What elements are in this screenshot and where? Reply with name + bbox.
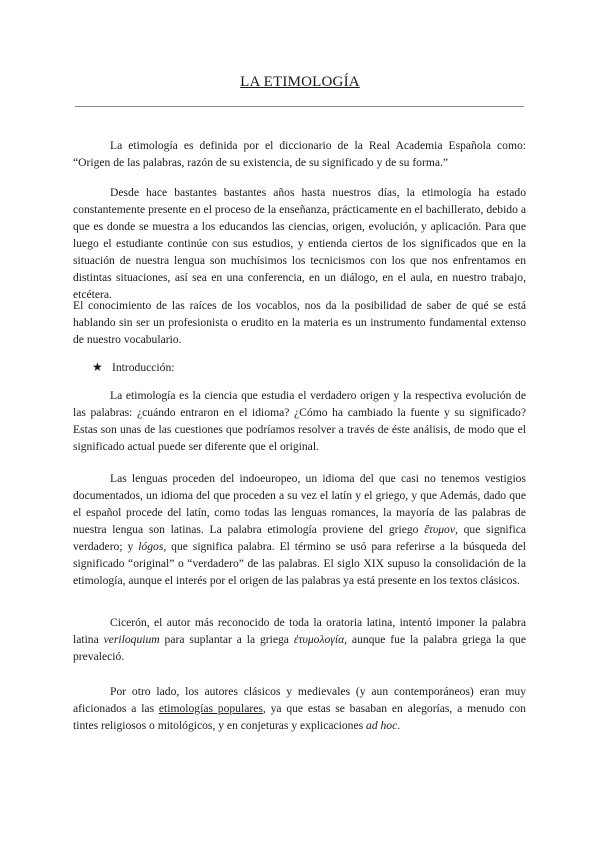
bullet-introduccion — [92, 359, 174, 376]
greek-word-logos: lógos, — [138, 540, 167, 553]
text-segment: . — [397, 719, 401, 732]
text-segment: que significa palabra. El término se usó para referirse a la búsqueda del significado “original” o “verdadero” de las palabras. El siglo XIX supuso la consolidación de la etimología, aunque el interés por el origen de las palabras ya está presente en los textos clásicos. — [73, 540, 526, 587]
text-segment: que significa verdadero; y — [73, 523, 527, 553]
paragraph-ciceron — [73, 614, 526, 665]
star-icon: ★ — [92, 360, 103, 374]
paragraph-science: La etimología es la ciencia que estudia el verdadero origen y la respectiva evolución de las palabras: ¿cuándo entraron en el idioma? ¿Cómo ha cambiado la fuente y su significado? Estas son unas de las cuestiones que podríamos resolver a través de éste análisis, de modo que el significado actual puede ser diferente que el original. — [73, 389, 526, 453]
paragraph-indoeuropean — [73, 470, 526, 589]
bullet-label: Introducción: — [112, 361, 175, 374]
text-segment: Cicerón, el autor más reconocido de toda la oratoria latina, intentó imponer la palabra latina — [73, 616, 526, 646]
paragraph-roots: El conocimiento de las raíces de los vocablos, nos da la posibilidad de saber de qué se está hablando sin ser un profesionista o erudito en la materia es un instrumento fundamental extenso de nuestro vocabulario. — [73, 299, 526, 346]
text-segment: para suplantar a la griega — [159, 633, 294, 646]
latin-word-veriloquium: veriloquium — [103, 633, 160, 646]
text-segment: , ya que estas se basaban en alegorías, a menudo con tintes religiosos o mitológicos, y en conjeturas y explicaciones — [73, 702, 526, 732]
paragraph-definition: La etimología es definida por el diccionario de la Real Academia Española como: “Origen de las palabras, razón de su existencia, de su significado y de su forma.” — [73, 139, 526, 169]
paragraph-popular-etymology — [73, 683, 526, 734]
text-segment: aunque fue la palabra griega la que prevaleció. — [73, 633, 526, 663]
text-segment: Por otro lado, los autores clásicos y medievales (y aun contemporáneos) eran muy aficionados a las — [73, 685, 526, 715]
greek-word-etymologia: ἐτυμολογία, — [293, 633, 348, 646]
page-title: LA ETIMOLOGÍA — [240, 74, 360, 90]
text-segment: Las lenguas proceden del indoeuropeo, un idioma del que casi no tenemos vestigios documentados, un idioma del que proceden a su vez el latín y el griego, y que Además, dado que el español procede del latín, como todas las lenguas romances, la mayoría de las palabras de nuestra lengua son latinas. La palabra etimología proviene del griego — [73, 472, 526, 536]
latin-phrase-ad-hoc: ad hoc — [366, 719, 398, 732]
title-divider — [75, 106, 524, 107]
paragraph-education: Desde hace bastantes bastantes años hasta nuestros días, la etimología ha estado constantemente presente en el proceso de la enseñanza, prácticamente en el bachillerato, debido a que es donde se muestra a los educandos las ciencias, origen, evolución, y aplicación. Para que luego el estudiante continúe con sus estudios, y entienda ciertos de los significados que en la situación de nuestra lengua son muchísimos los tecnicismos con los que nos enfrentamos en distintas situaciones, así sea en una conferencia, en un diálogo, en el aula, en nuestro trabajo, etcétera. — [73, 186, 526, 301]
link-etimologias-populares[interactable]: etimologías populares — [158, 702, 263, 715]
greek-word-etymon: ἔτυμον, — [424, 523, 458, 536]
